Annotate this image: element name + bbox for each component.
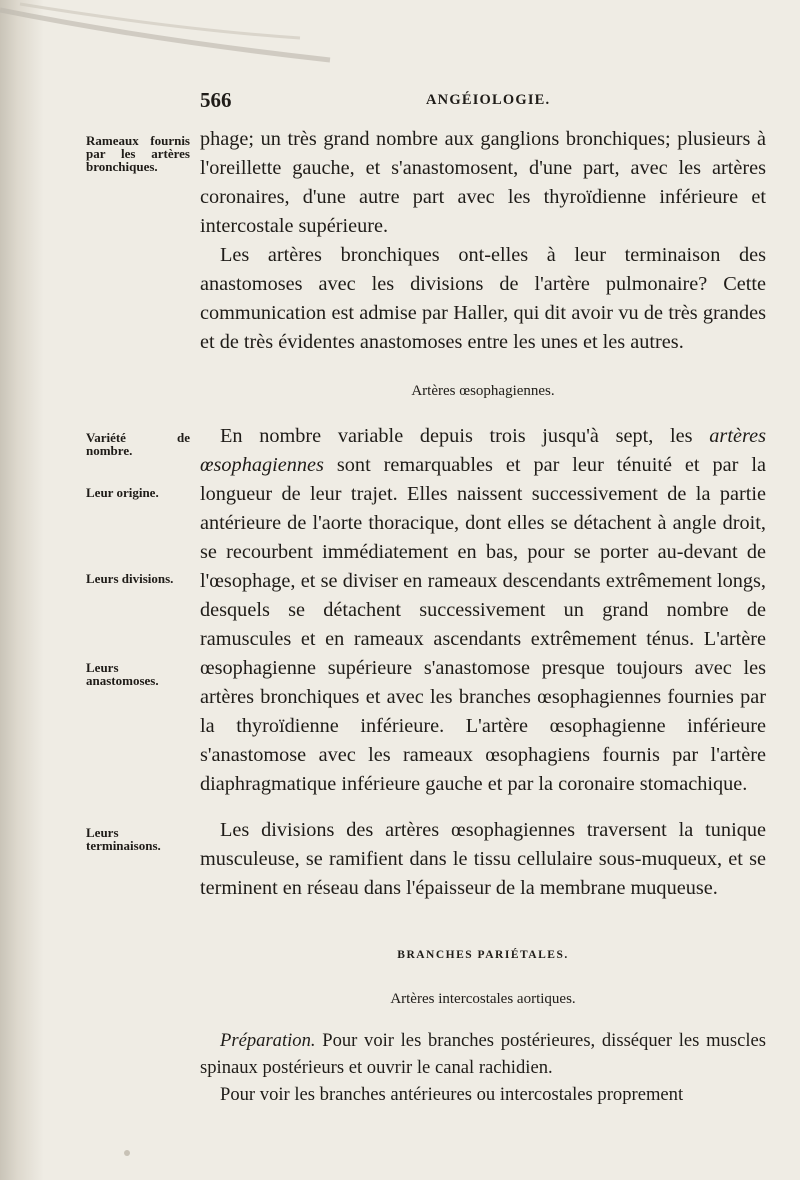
paragraph-3-rest: sont remarquables et par leur ténuité et par la longueur de leur trajet. Elles naissent successivement de la partie antérieure de l'aorte thoracique, dont elles se détachent à angle droit, se recourbent immédiatement en bas, pour se porter au-devant de l'œsophage, et se diviser en rameaux descendants extrêmement longs, desquels se détachent successivement un grand nombre de ramuscules et en rameaux ascendants extrêmement ténus. L'artère œsophagienne supérieure s'anastomose presque toujours avec les artères bronchiques et avec les branches œsophagiennes fournies par la thyroïdienne inférieure. L'artère œsophagienne inférieure s'anastomose avec les rameaux œsophagiens fournis par l'artère diaphragmatique inférieure gauche et par la coronaire stomachique. [200,454,766,795]
margin-note-variete: Variété de nombre. [86,430,190,458]
paragraph-terminaisons [200,816,766,903]
page-number: 566 [200,88,232,112]
section-heading-oesophagiennes: Artères œsophagiennes. [411,383,555,399]
preparation-label: Préparation. [220,1030,316,1051]
preparation-text [200,1027,766,1081]
paragraph-continuation [200,125,766,241]
paragraph-3-start: En nombre variable depuis trois jusqu'à sept, les [220,425,710,447]
preparation-body: Pour voir les branches postérieures, disséquer les muscles spinaux postérieurs et ouvrir le canal rachidien. [200,1030,766,1078]
section-heading-parietales: BRANCHES PARIÉTALES. [397,949,569,961]
paragraph-3-emphasis: artères œsophagiennes [200,425,766,476]
paragraph-2: Les artères bronchiques ont-elles à leur terminaison des anastomoses avec les divisions de l'artère pulmonaire? Cette communication est admise par Haller, qui dit avoir vu de très grandes et de très évidentes anastomoses entre les unes et les autres. [200,244,766,353]
running-title: ANGÉIOLOGIE. [426,92,551,108]
section-heading-intercostales: Artères intercostales aortiques. [390,991,576,1007]
margin-note-divisions: Leurs divisions. [86,571,174,586]
paragraph-3 [200,422,766,799]
margin-note-terminaisons: Leurs terminaisons. [86,825,161,853]
page-header [200,88,760,114]
margin-note-rameaux: Rameaux fournis par les artères bronchiques. [86,133,190,174]
last-line: Pour voir les branches antérieures ou intercostales proprement [220,1084,684,1105]
margin-note-anastomoses: Leurs anastomoses. [86,660,159,688]
paragraph-oesophagiennes [200,422,766,799]
margin-note-origine: Leur origine. [86,485,159,500]
paragraph-1: phage; un très grand nombre aux ganglions bronchiques; plusieurs à l'oreillette gauche, et s'anastomosent, d'une part, avec les artères coronaires, d'une autre part avec les thyroïdienne inférieure et intercostale supérieure. [200,128,766,237]
preparation-paragraph [200,1027,766,1108]
paragraph-haller [200,241,766,357]
paragraph-4: Les divisions des artères œsophagiennes traversent la tunique musculeuse, se ramifient dans le tissu cellulaire sous-muqueux, et se terminent en réseau dans l'épaisseur de la membrane muqueuse. [200,819,766,899]
